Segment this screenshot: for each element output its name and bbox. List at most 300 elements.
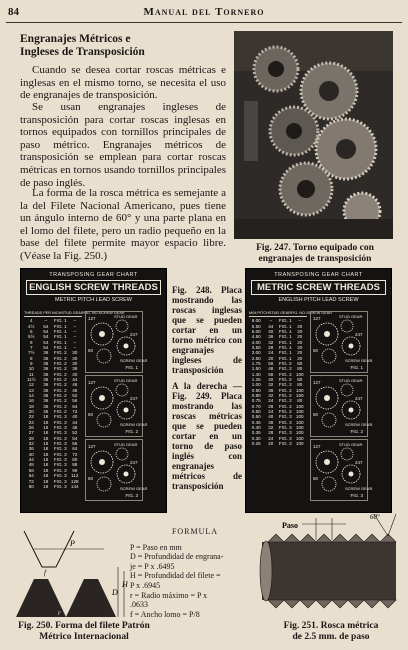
formula-box (130, 527, 260, 619)
table-cell: 18 (43, 435, 49, 441)
label-paso: Paso (282, 521, 298, 530)
table-cell: FIG. 3 (53, 478, 67, 484)
gear-label-127: 127 (313, 380, 321, 385)
table-cell: FIG. 2 (53, 387, 67, 393)
table-cell: 100 (295, 430, 304, 436)
table-cell: -- (73, 334, 77, 340)
table-cell: 20 (268, 441, 274, 447)
table-cell: 80 (297, 398, 303, 404)
fig247-caption: Fig. 247. Torno equipado con engranajes de transposición (256, 243, 374, 264)
table-cell: FIG. 3 (53, 419, 67, 425)
table-cell: 112 (71, 473, 79, 479)
table-cell: FIG. 2 (53, 393, 67, 399)
table-cell: 56 (28, 467, 34, 473)
table-cell: 24 (268, 435, 274, 441)
table-cell: FIG. 3 (278, 419, 292, 425)
gear-figure (85, 439, 148, 501)
table-cell: 1.40 (251, 371, 261, 377)
table-cell: 40 (72, 414, 78, 420)
table-cell: 48 (268, 366, 274, 372)
table-cell: 30 (72, 360, 78, 366)
table-cell: FIG. 1 (278, 328, 292, 334)
table-cell: 0.80 (251, 393, 261, 399)
table-cell: 100 (295, 414, 304, 420)
table-cell: 54 (43, 344, 49, 350)
table-cell: 18 (43, 457, 49, 463)
table-cell: 12 (28, 382, 34, 388)
screw-gear-label: SCREW GEAR (120, 422, 148, 427)
gear-label-50: 50 (313, 412, 319, 417)
table-cell: 64 (72, 446, 78, 452)
table-cell: 46 (72, 382, 78, 388)
table-cell: FIG. 3 (53, 457, 67, 463)
table-cell: 18 (43, 414, 49, 420)
section-title: Engranajes Métricos e Ingleses de Transposición (20, 33, 145, 58)
label-angle: 60° (370, 513, 380, 521)
table-cell: FIG. 2 (53, 350, 67, 356)
table-cell: FIG. 2 (53, 403, 67, 409)
table-cell: 40 (72, 371, 78, 377)
gear-label-50: 50 (88, 476, 94, 481)
label-P: P (70, 539, 75, 548)
figure-number: FIG. 1 (350, 365, 363, 370)
table-cell: 40 (268, 376, 274, 382)
formula-line: f = Ancho lomo = P/8 (130, 609, 200, 619)
table-cell: 18 (43, 425, 49, 431)
table-cell: 36 (268, 334, 274, 340)
table-cell: FIG. 2 (278, 376, 292, 382)
table-cell: FIG. 2 (53, 376, 67, 382)
table-cell: FIG. 3 (53, 425, 67, 431)
table-cell: 1.50 (251, 366, 261, 372)
table-cell: 0.30 (251, 435, 261, 441)
table-cell: 36 (43, 393, 49, 399)
table-cell: 6.00 (251, 318, 261, 324)
chart-title: METRIC SCREW THREADS (251, 280, 386, 295)
table-cell: 36 (43, 350, 49, 356)
table-cell: 54 (43, 339, 49, 345)
gear-label-127: 127 (88, 444, 96, 449)
table-cell: 36 (268, 387, 274, 393)
table-cell: 40 (268, 328, 274, 334)
gear-label-127: 127 (313, 444, 321, 449)
table-cell: 36 (72, 366, 78, 372)
table-cell: FIG. 2 (278, 409, 292, 415)
table-cell: 6 (29, 339, 33, 345)
table-cell: 28 (268, 430, 274, 436)
label-D: D (112, 588, 118, 597)
table-cell: 72 (72, 409, 78, 415)
table-cell: 44 (72, 419, 78, 425)
table-cell: FIG. 2 (53, 366, 67, 372)
table-cell: 18 (43, 467, 49, 473)
table-cell: 10 (28, 366, 34, 372)
stud-gear-label: STUD GEAR (339, 314, 363, 319)
table-cell: 32 (268, 393, 274, 399)
table-cell: FIG. 2 (53, 382, 67, 388)
formula-line: .0633 (130, 600, 148, 610)
gear-label-247: 247 (130, 396, 138, 401)
stud-gear-label: STUD GEAR (339, 442, 363, 447)
table-cell: 54 (43, 334, 49, 340)
table-cell: 80 (297, 360, 303, 366)
table-cell: 144 (70, 483, 79, 489)
table-cell: 100 (295, 419, 304, 425)
table-cell: FIG. 1 (53, 334, 67, 340)
label-H: H (122, 580, 128, 589)
table-cell: 40 (28, 451, 34, 457)
table-cell: FIG. 3 (53, 451, 67, 457)
table-cell: FIG. 3 (53, 473, 67, 479)
fig250-caption: Fig. 250. Forma del filete Patrón Métrico Internacional (18, 621, 150, 642)
stud-gear-label: STUD GEAR (339, 378, 363, 383)
formula-line: P x .6945 (130, 580, 161, 590)
table-cell: FIG. 3 (278, 430, 292, 436)
table-cell: 36 (28, 446, 34, 452)
running-title: Manual del Tornero (143, 6, 265, 18)
table-cell: 18 (43, 478, 49, 484)
fig249-caption: A la derecha — Fig. 249. Placa mostrando las roscas métricas que se pueden cortar en un torno de paso inglés con engranajes métricos de transposición (172, 381, 242, 491)
gear-figure (310, 439, 373, 501)
table-cell: 48 (72, 387, 78, 393)
table-cell: 24 (268, 398, 274, 404)
lathe-gears-photo (234, 31, 393, 239)
table-cell: 0.60 (251, 409, 261, 415)
table-cell: 44 (268, 323, 274, 329)
table-cell: 14 (28, 393, 34, 399)
table-cell: 0.70 (251, 403, 261, 409)
table-cell: 18 (43, 483, 49, 489)
table-cell: 36 (43, 403, 49, 409)
table-cell: 18 (43, 462, 49, 468)
table-cell: 1.00 (251, 382, 261, 388)
gear-label-50: 50 (313, 348, 319, 353)
table-cell: 18 (28, 403, 34, 409)
table-cell: 1.75 (251, 360, 261, 366)
table-cell: FIG. 1 (278, 339, 292, 345)
table-cell: 20 (297, 334, 303, 340)
table-cell: 36 (43, 382, 49, 388)
table-cell: 32 (28, 441, 34, 447)
column-header: SCREW GEAR (98, 311, 125, 315)
paragraph-1: Cuando se desea cortar roscas métricas e inglesas en el mismo torno, se necesita el uso de engranajes de transposición. (20, 64, 226, 102)
column-header: M/M PITCH (249, 311, 269, 315)
table-cell: 24 (268, 409, 274, 415)
table-cell: 56 (268, 360, 274, 366)
gear-label-247: 247 (130, 460, 138, 465)
gear-label-247: 247 (355, 396, 363, 401)
table-cell: FIG. 2 (278, 403, 292, 409)
gear-label-127: 127 (88, 380, 96, 385)
table-cell: 128 (70, 478, 79, 484)
table-cell: FIG. 3 (278, 441, 292, 447)
table-cell: 56 (268, 371, 274, 377)
table-cell: FIG. 3 (53, 462, 67, 468)
gear-label-127: 127 (88, 316, 96, 321)
table-cell: FIG. 1 (278, 323, 292, 329)
gear-label-127: 127 (313, 316, 321, 321)
table-cell: 100 (295, 393, 304, 399)
table-cell: -- (298, 318, 302, 324)
table-cell: 5 (29, 328, 33, 334)
table-cell: 36 (268, 419, 274, 425)
table-cell: 30 (72, 350, 78, 356)
table-cell: 80 (297, 382, 303, 388)
paragraph-3: La forma de la rosca métrica es semejante a la del Filete Nacional Americano, pues tiene un ángulo interno de 60° y una parte plana en el lomo del filete, pero un radio pequeño en la base del filete permite mayor espacio libre. (Véase la Fig. 250.) (20, 187, 226, 262)
table-cell: 24 (268, 350, 274, 356)
table-cell: 36 (43, 355, 49, 361)
table-cell: 80 (297, 376, 303, 382)
table-cell: 4.50 (251, 334, 261, 340)
table-cell: FIG. 3 (53, 467, 67, 473)
table-cell: FIG. 1 (278, 318, 292, 324)
table-cell: FIG. 3 (278, 435, 292, 441)
table-cell: FIG. 3 (53, 430, 67, 436)
formula-line: P = Paso en mm (130, 542, 182, 552)
gear-diagrams (310, 311, 373, 503)
table-cell: -- (73, 318, 77, 324)
table-cell: FIG. 1 (278, 334, 292, 340)
figure-number: FIG. 3 (125, 493, 138, 498)
table-cell: FIG. 1 (53, 328, 67, 334)
table-cell: FIG. 1 (278, 355, 292, 361)
table-cell: 36 (43, 387, 49, 393)
table-cell: 36 (43, 371, 49, 377)
table-cell: 5.50 (251, 323, 261, 329)
screw-gear-label: SCREW GEAR (345, 486, 373, 491)
table-cell: 80 (28, 483, 34, 489)
table-cell: 2.50 (251, 355, 261, 361)
formula-heading: FORMULA (171, 527, 219, 536)
column-header: SCREW GEAR (306, 311, 333, 315)
table-cell: 7½ (28, 350, 35, 356)
gear-label-50: 50 (88, 412, 94, 417)
table-cell: 26 (28, 425, 34, 431)
table-cell: 56 (72, 441, 78, 447)
label-angle: 60° (69, 585, 79, 593)
table-cell: FIG. 3 (278, 414, 292, 420)
table-cell: 3.00 (251, 350, 261, 356)
table-cell: 100 (295, 409, 304, 415)
chart-subtitle: ENGLISH PITCH LEAD SCREW (278, 297, 359, 303)
stud-gear-label: STUD GEAR (114, 442, 138, 447)
table-cell: FIG. 3 (53, 414, 67, 420)
table-cell: 36 (43, 360, 49, 366)
table-cell: 20 (297, 328, 303, 334)
table-cell: 72 (28, 478, 34, 484)
table-cell: 32 (268, 382, 274, 388)
stud-gear-label: STUD GEAR (114, 314, 138, 319)
table-header (24, 311, 125, 317)
column-header: FIG. NO. (83, 311, 99, 315)
page-number: 84 (8, 6, 19, 18)
table-cell: FIG. 2 (53, 398, 67, 404)
table-cell: 54 (43, 328, 49, 334)
table-cell: FIG. 2 (53, 360, 67, 366)
table-cell: -- (73, 323, 77, 329)
table-cell: FIG. 3 (53, 441, 67, 447)
paragraph-2: Se usan engranajes ingleses de transposición para cortar roscas inglesas en tornos equipados con tornillos principales de paso métrico. Engranajes métricos de transposición se emplean para cortar roscas métricas en tornos usando tornillos principales de paso inglés. (20, 101, 226, 189)
table-cell: 1.25 (251, 376, 261, 382)
chart-title: ENGLISH SCREW THREADS (26, 280, 161, 295)
formula-line: r = Radio máximo = P x (130, 590, 208, 600)
table-cell: 36 (43, 398, 49, 404)
table-cell: FIG. 1 (278, 350, 292, 356)
table-row (249, 441, 307, 446)
table-cell: FIG. 2 (278, 382, 292, 388)
table-cell: -- (73, 339, 77, 345)
gear-label-50: 50 (313, 476, 319, 481)
table-cell: FIG. 3 (278, 425, 292, 431)
table-cell: 28 (268, 344, 274, 350)
table-cell: 0.35 (251, 430, 261, 436)
table-cell: -- (44, 318, 48, 324)
table-cell: 20 (297, 339, 303, 345)
table-cell: 36 (43, 409, 49, 415)
figure-number: FIG. 1 (125, 365, 138, 370)
table-cell: 4½ (28, 323, 35, 329)
table-cell: 88 (72, 462, 78, 468)
table-cell: 100 (295, 425, 304, 431)
table-cell: FIG. 2 (53, 371, 67, 377)
table-cell: FIG. 1 (53, 339, 67, 345)
table-cell: FIG. 2 (278, 398, 292, 404)
figure-number: FIG. 3 (350, 493, 363, 498)
english-threads-chart (20, 268, 167, 513)
table-row (24, 484, 82, 489)
table-cell: 0.90 (251, 387, 261, 393)
metric-thread-2-5mm-drawing (256, 510, 398, 618)
screw-gear-label: SCREW GEAR (120, 486, 148, 491)
table-cell: 48 (72, 425, 78, 431)
table-cell: 18 (43, 451, 49, 457)
table-cell: 52 (72, 393, 78, 399)
table-cell: 9 (29, 360, 33, 366)
table-cell: 0.40 (251, 425, 261, 431)
screw-gear-label: SCREW GEAR (345, 422, 373, 427)
column-header: THREADS PER INCH (24, 311, 62, 315)
fig248-caption: Fig. 248. Placa mostrando las roscas inglesas que se pueden cortar en un torno métrico con engranajes ingleses de transposición (172, 285, 242, 375)
table-cell: 18 (43, 473, 49, 479)
table-cell: 16 (28, 398, 34, 404)
table-cell: 100 (295, 435, 304, 441)
formula-line: je = P x .6495 (130, 561, 175, 571)
chart-subtitle: METRIC PITCH LEAD SCREW (54, 297, 132, 303)
table-cell: FIG. 3 (53, 483, 67, 489)
table-cell: 7 (29, 344, 33, 350)
table-cell: FIG. 3 (53, 435, 67, 441)
gear-diagrams (85, 311, 148, 503)
table-cell: 80 (297, 366, 303, 372)
page-header (6, 6, 402, 23)
screw-gear-label: SCREW GEAR (120, 358, 148, 363)
figure-number: FIG. 2 (350, 429, 363, 434)
gear-label-247: 247 (130, 332, 138, 337)
table-cell: FIG. 1 (53, 344, 67, 350)
table-cell: FIG. 2 (53, 355, 67, 361)
table-cell: 64 (72, 403, 78, 409)
table-cell: 0.45 (251, 419, 261, 425)
metric-thread-form-diagram (14, 527, 130, 619)
table-cell: 18 (43, 446, 49, 452)
gear-label-247: 247 (355, 332, 363, 337)
table-cell: 54 (72, 435, 78, 441)
table-cell: 80 (72, 457, 78, 463)
table-cell: 100 (295, 441, 304, 447)
formula-line: H = Profundidad del filete = (130, 571, 221, 581)
table-cell: 24 (28, 419, 34, 425)
table-cell: 54 (43, 323, 49, 329)
table-cell: 0.50 (251, 414, 261, 420)
table-cell: 36 (43, 366, 49, 372)
table-cell: 5.00 (251, 328, 261, 334)
table-cell: 13 (28, 387, 34, 393)
table-cell: FIG. 2 (53, 409, 67, 415)
table-cell: 32 (268, 425, 274, 431)
column-header: FIG. NO. (290, 311, 307, 315)
column-header: STUD GEAR (61, 311, 84, 315)
table-cell: 32 (268, 339, 274, 345)
table-cell: FIG. 1 (53, 323, 67, 329)
table-cell: 72 (72, 451, 78, 457)
table-cell: 22 (28, 414, 34, 420)
table-cell: 44 (28, 457, 34, 463)
table-cell: -- (269, 318, 273, 324)
table-cell: 11½ (26, 376, 36, 382)
table-cell: 30 (72, 355, 78, 361)
table-cell: 18 (43, 430, 49, 436)
table-cell: 36 (43, 376, 49, 382)
table-cell: 100 (295, 403, 304, 409)
table-cell: 28 (28, 435, 34, 441)
table-cell: 0.75 (251, 398, 261, 404)
metric-threads-chart (245, 268, 392, 513)
table-cell: 4.00 (251, 339, 261, 345)
table-cell: FIG. 1 (53, 318, 67, 324)
table-cell: 8 (29, 355, 33, 361)
gear-figure (310, 311, 373, 373)
gear-label-50: 50 (88, 348, 94, 353)
figure-number: FIG. 2 (125, 429, 138, 434)
formula-line: D = Profundidad de engrana- (130, 552, 224, 562)
gear-label-247: 247 (355, 460, 363, 465)
table-cell: 48 (28, 462, 34, 468)
table-cell: 28 (268, 403, 274, 409)
chart-top-label: TRANSPOSING GEAR CHART (49, 272, 138, 278)
gear-figure (85, 375, 148, 437)
table-cell: 100 (295, 387, 304, 393)
table-cell: FIG. 2 (278, 366, 292, 372)
table-cell: 11 (28, 371, 34, 377)
gear-figure (85, 311, 148, 373)
table-cell: 18 (43, 441, 49, 447)
table-cell: 20 (297, 355, 303, 361)
table-cell: FIG. 2 (278, 360, 292, 366)
column-header: STUD GEAR (268, 311, 291, 315)
table-cell: 20 (297, 350, 303, 356)
label-r: r (58, 609, 61, 617)
stud-gear-label: STUD GEAR (114, 378, 138, 383)
table-cell: 27 (28, 430, 34, 436)
table-cell: FIG. 2 (278, 393, 292, 399)
table-cell: 3.50 (251, 344, 261, 350)
table-cell: 52 (72, 430, 78, 436)
table-cell: 20 (28, 409, 34, 415)
table-header (249, 311, 333, 317)
table-cell: FIG. 2 (278, 387, 292, 393)
gear-figure (310, 375, 373, 437)
table-cell: 5½ (28, 334, 35, 340)
